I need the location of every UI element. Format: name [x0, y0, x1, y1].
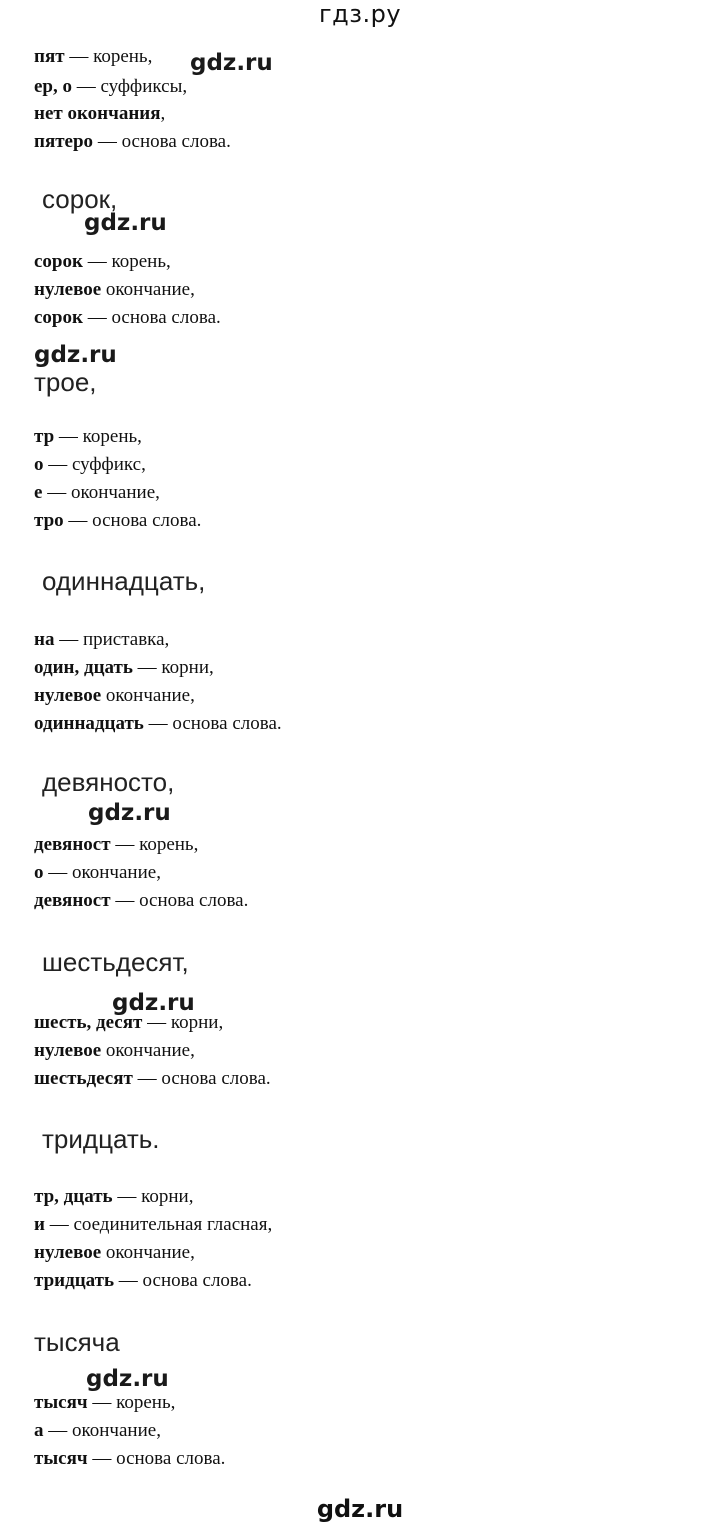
morpheme: пятеро	[34, 131, 94, 152]
analysis-line	[34, 1420, 161, 1442]
morpheme: тр	[34, 426, 55, 447]
watermark: gdz.ru	[86, 1366, 169, 1392]
morpheme: шестьдесят	[34, 1068, 133, 1089]
description: — приставка,	[54, 629, 170, 650]
description: окончание,	[101, 279, 195, 300]
description: — основа слова.	[63, 510, 202, 531]
numeral-word: девяносто,	[42, 767, 175, 797]
analysis-line	[34, 1270, 252, 1292]
morpheme: о	[34, 454, 44, 475]
watermark: gdz.ru	[190, 50, 273, 76]
analysis-line	[34, 1214, 272, 1236]
analysis-line	[34, 657, 214, 679]
analysis-line	[34, 1392, 175, 1414]
morpheme: сорок	[34, 307, 83, 328]
analysis-line	[34, 1242, 195, 1264]
description: — окончание,	[42, 482, 160, 503]
description: — суффикс,	[43, 454, 146, 475]
description: — суффиксы,	[72, 76, 188, 97]
analysis-line	[34, 713, 282, 735]
morpheme: нулевое	[34, 1242, 102, 1263]
analysis-line	[34, 131, 231, 153]
morpheme: нет окончания	[34, 103, 161, 124]
analysis-line	[34, 862, 161, 884]
morpheme: и	[34, 1214, 45, 1235]
description: — основа слова.	[82, 307, 221, 328]
analysis-line	[34, 426, 142, 448]
analysis-line	[34, 482, 160, 504]
analysis-line	[34, 103, 165, 125]
description: окончание,	[101, 1242, 195, 1263]
numeral-word: шестьдесят,	[42, 947, 189, 977]
analysis-line	[34, 1186, 193, 1208]
morpheme: о	[34, 862, 44, 883]
analysis-line	[34, 454, 146, 476]
analysis-line	[34, 1040, 195, 1062]
numeral-word: трое,	[34, 367, 97, 397]
analysis-line	[34, 76, 187, 98]
numeral-word: тридцать.	[42, 1124, 160, 1154]
morpheme: на	[34, 629, 55, 650]
analysis-line	[34, 890, 248, 912]
morpheme: тро	[34, 510, 64, 531]
morpheme: тридцать	[34, 1270, 115, 1291]
description: окончание,	[101, 1040, 195, 1061]
description: — корень,	[64, 46, 153, 67]
morpheme: тысяч	[34, 1448, 88, 1469]
site-header: гдз.ру	[318, 0, 402, 28]
morpheme: нулевое	[34, 1040, 102, 1061]
morpheme: тр, дцать	[34, 1186, 113, 1207]
description: — окончание,	[43, 1420, 161, 1441]
morpheme: один, дцать	[34, 657, 133, 678]
description: — корень,	[87, 1392, 176, 1413]
numeral-word: одиннадцать,	[42, 566, 206, 596]
analysis-line	[34, 279, 195, 301]
description: — окончание,	[43, 862, 161, 883]
description: — корни,	[112, 1186, 194, 1207]
description: ,	[160, 103, 166, 124]
analysis-line	[34, 307, 221, 329]
description: — основа слова.	[93, 131, 231, 152]
watermark: gdz.ru	[34, 342, 117, 368]
analysis-line	[34, 685, 195, 707]
morpheme: а	[34, 1420, 44, 1441]
description: — основа слова.	[143, 713, 282, 734]
description: — корни,	[142, 1012, 224, 1033]
description: — корни,	[132, 657, 214, 678]
description: — основа слова.	[132, 1068, 271, 1089]
analysis-line	[34, 834, 198, 856]
analysis-line	[34, 629, 169, 651]
description: — соединительная гласная,	[44, 1214, 273, 1235]
morpheme: шесть, десят	[34, 1012, 143, 1033]
morpheme: девяност	[34, 890, 111, 911]
description: — основа слова.	[110, 890, 249, 911]
analysis-line	[34, 510, 201, 532]
description: — корень,	[110, 834, 199, 855]
morpheme: тысяч	[34, 1392, 88, 1413]
morpheme: нулевое	[34, 279, 102, 300]
description: окончание,	[101, 685, 195, 706]
morpheme: ер, о	[34, 76, 72, 97]
morpheme: одиннадцать	[34, 713, 144, 734]
morpheme: пят	[34, 46, 65, 67]
morpheme: е	[34, 482, 43, 503]
analysis-line	[34, 251, 171, 273]
watermark: gdz.ru	[84, 210, 167, 236]
morpheme: сорок	[34, 251, 83, 272]
watermark: gdz.ru	[112, 990, 195, 1016]
description: — основа слова.	[114, 1270, 252, 1291]
numeral-word: сорок,	[42, 184, 118, 214]
description: — корень,	[82, 251, 171, 272]
morpheme: девяност	[34, 834, 111, 855]
description: — основа слова.	[87, 1448, 226, 1469]
description: — корень,	[54, 426, 142, 447]
numeral-word: тысяча	[34, 1327, 120, 1357]
morpheme: нулевое	[34, 685, 102, 706]
analysis-line	[34, 46, 152, 68]
site-footer: gdz.ru	[316, 1495, 404, 1523]
analysis-line	[34, 1068, 271, 1090]
watermark: gdz.ru	[88, 800, 171, 826]
analysis-line	[34, 1448, 225, 1470]
